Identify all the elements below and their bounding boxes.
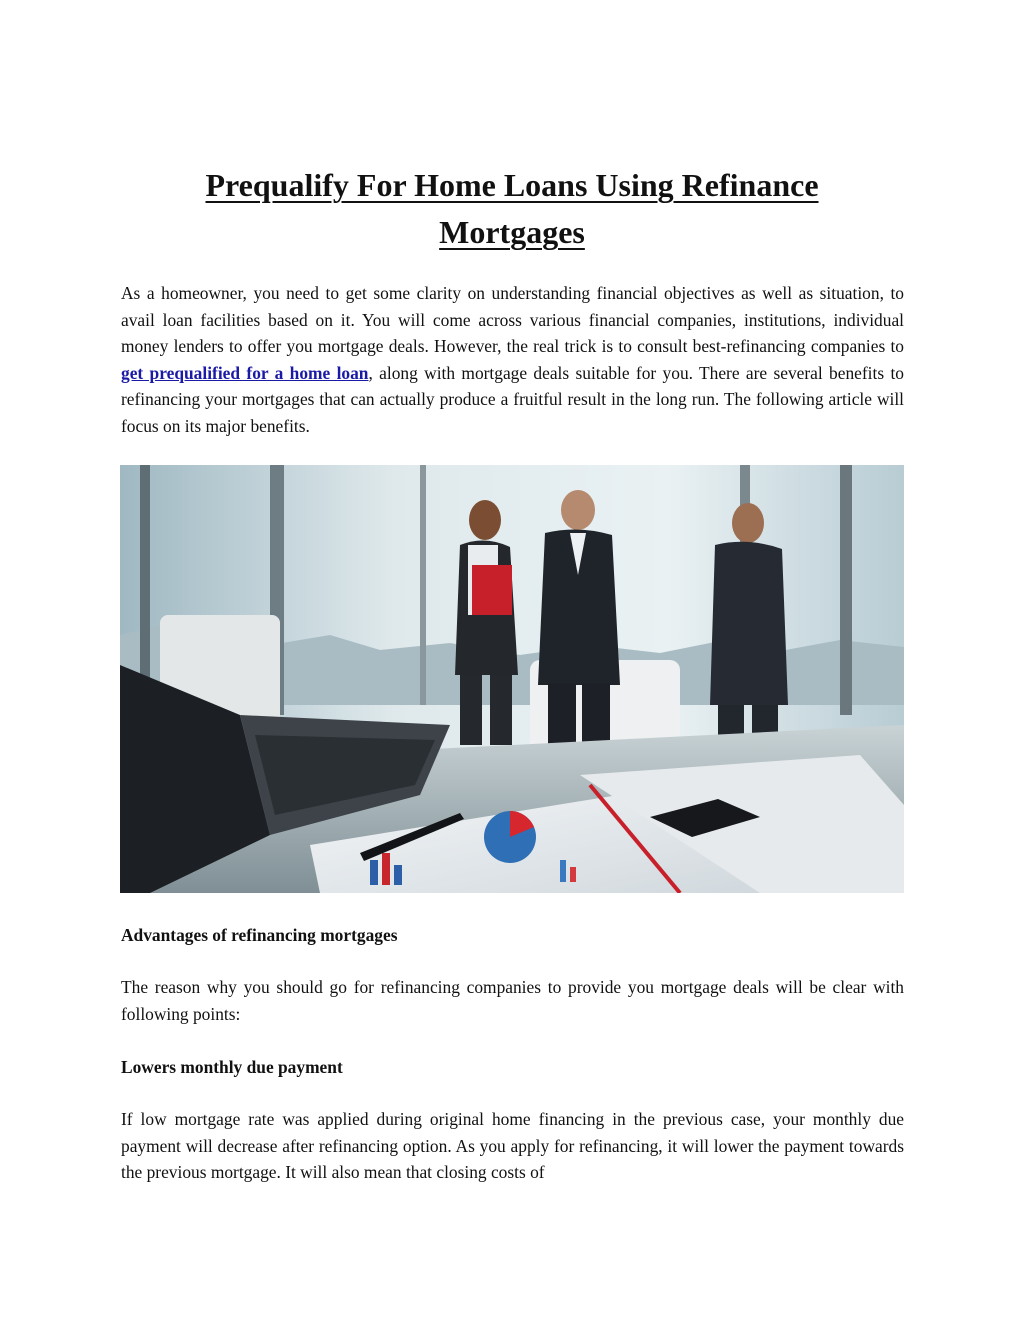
page-title: Prequalify For Home Loans Using Refinance Mortgages: [205, 167, 819, 250]
business-meeting-photo: [120, 465, 904, 893]
section-lowers-payment-text: If low mortgage rate was applied during original home financing in the previous case, your monthly due payment will decrease after refinancing option. As you apply for refinancing, it will lower the payment towards the previous mortgage. It will also mean that closing costs of: [121, 1109, 904, 1183]
section-heading-advantages: Advantages of refinancing mortgages: [121, 925, 398, 945]
intro-paragraph: [121, 280, 904, 440]
section-advantages-text: The reason why you should go for refinancing companies to provide you mortgage deals will be clear with following points:: [121, 977, 904, 1024]
prequalify-home-loan-link[interactable]: get prequalified for a home loan: [121, 362, 369, 383]
intro-text-before-link: As a homeowner, you need to get some clarity on understanding financial objectives as well as situation, to avail loan facilities based on it. You will come across various financial companies, institutions, individual money lenders to offer you mortgage deals. However, the real trick is to consult best-refinancing companies to: [121, 283, 904, 357]
section-heading-lowers-payment: Lowers monthly due payment: [121, 1057, 343, 1077]
intro-text-after-link: , along with mortgage deals suitable for you. There are several benefits to refinancing your mortgages that can actually produce a fruitful result in the long run. The following article will focus on its major benefits.: [121, 362, 904, 436]
